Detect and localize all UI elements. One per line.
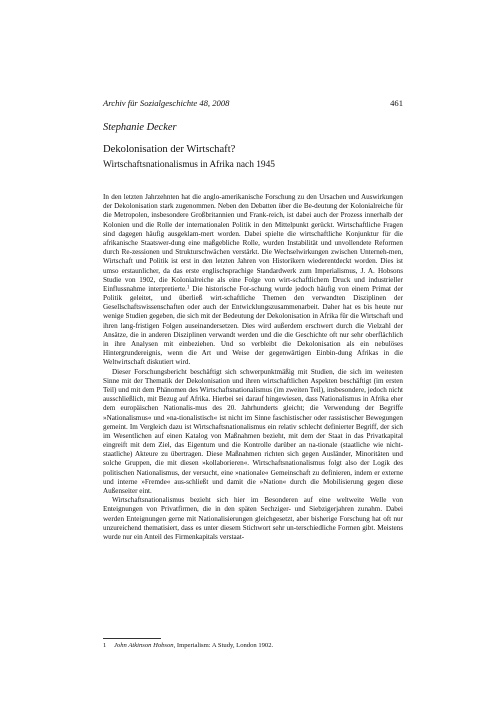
footnote-author: John Atkinson Hobson xyxy=(114,642,174,649)
text-line: sich gegen Ausländer, Minoritäten und solche Gruppen, die mit diesen »kollaborieren«. xyxy=(103,450,403,468)
text-line: Imperialismus, J. A. Hobsons Studie von 1902, die Kolonialreiche als eine Folge von wirt- xyxy=(103,266,403,284)
text-line: Dieser Forschungsbericht beschäftigt sich schwerpunktmäßig mit Studien, die sich im xyxy=(112,367,373,376)
text-line: zweiten Teil), insbesondere, jedoch nicht ausschließlich, mit Bezug auf Afrika. Hierbei xyxy=(103,385,403,404)
text-line: Dabei werden Enteignungen gerne mit Nationalisierungen gleichgesetzt, aber bisherige xyxy=(103,505,403,523)
text-line: Ansätze, die in anderen Disziplinen verwandt werden und die die Geschichte oft nur sehr xyxy=(103,330,364,339)
text-line: beschäftigt (im ersten Teil) und mit dem Phänomen des Wirtschaftsnationalismus (im xyxy=(103,376,403,394)
footnote-divider xyxy=(103,638,161,639)
footnote-1 xyxy=(103,642,403,649)
article-subtitle: Wirtschaftsnationalismus in Afrika nach 1945 xyxy=(103,160,275,170)
text-line: terschiedliche Formen gibt. Meistens wurde nur ein Anteil des Firmenkapitals verstaat- xyxy=(103,523,403,541)
text-line: weitesten Sinne mit der Thematik der Dekolonisation und ihren wirtschaftlichen Aspekten xyxy=(103,367,403,385)
text-line: reich, ist dabei auch der Prozess innerhalb der Kolonien und die Rolle der internationalen xyxy=(103,211,403,229)
text-line: schaftlichem Druck und industrieller Einflussnahme interpretierte. xyxy=(103,275,403,293)
text-line: dung eine maßgebliche Rolle, wurden Instabilität und unvollendete Reformen durch Re- xyxy=(103,238,404,257)
text-line: ein nebulöses Hintergrundereignis, wenn die Art und Weise der gegenwärtigen Einbin- xyxy=(103,340,403,358)
article-body xyxy=(103,193,403,542)
text-line: Wirtschaftsnationalismus folgt also der Logik des politischen Nationalismus, der versucht, xyxy=(103,459,403,477)
text-line: Vergleich dazu ist Wirtschaftsnationalismus ein relativ schlecht definierter Begriff, der xyxy=(139,422,390,431)
footnote-text: , Imperialism: A Study, London 1902. xyxy=(173,642,274,649)
footnote-reference[interactable]: 1 xyxy=(186,285,190,291)
text-line: oberflächlich in ihre Analysen mit einbeziehen. Und so verbleibt die Dekolonisation als xyxy=(103,330,403,348)
footnote-number: 1 xyxy=(103,642,107,649)
text-line: Auswirkungen der Dekolonisation stark zugenommen. Neben den Debatten über die Be- xyxy=(103,193,403,211)
text-line: sei darauf hingewiesen, dass Nationalismus in Afrika eher dem europäischen Nationalis- xyxy=(103,395,403,413)
text-line: schaftliche Themen den verwandten Disziplinen der Gesellschaftswissenschaften oder auch xyxy=(103,294,403,312)
text-line: Forschung hat oft nur unzureichend thematisiert, dass es unter diesem Stichwort sehr un- xyxy=(103,514,403,532)
text-line: schließt und damit die »Nation« durch die Mobilisierung gegen diese Außenseiter eint. xyxy=(103,477,403,495)
article-author: Stephanie Decker xyxy=(103,122,177,133)
running-head-journal: Archiv für Sozialgeschichte 48, 2008 xyxy=(103,98,230,108)
text-line: tionalistisch« ist nicht im Sinne faschistischer oder rassistischer Bewegungen gemeint. Im xyxy=(103,413,403,431)
text-line: schung wurde jedoch häufig von einem Primat der Politik geleitet, und überließ wirt- xyxy=(103,284,403,303)
text-line: das Privatkapital eingreift mit dem Ziel, das Eigentum und die Kontrolle darüber an na- xyxy=(103,431,403,450)
text-line: der Entwicklungszusammenarbeit. Daher hat es bis heute nur wenige Studien gegeben, xyxy=(103,303,403,321)
paragraph-2 xyxy=(103,368,403,497)
text-line: mus des 20. Jahrhunderts gleicht; die Verwendung der Begriffe »Nationalismus« und »na- xyxy=(103,404,403,422)
text-line: dung Afrikas in die Weltwirtschaft diskutiert wird. xyxy=(103,349,403,367)
text-line: men, Wirtschaft und Politik ist erst in den letzten Jahren von Historikern wiederentdeckt xyxy=(103,248,403,266)
text-line: deutung der Kolonialreiche für die Metropolen, insbesondere Großbritannien und Frank- xyxy=(103,202,403,220)
text-line: zessionen und Strukturschwächen verstärkt. Die Wechselwirkungen zwischen Unterneh- xyxy=(131,248,389,257)
paragraph-3 xyxy=(103,496,403,542)
text-line: die sich mit der Bedeutung der Dekolonisation in Afrika für die Wirtschaft und ihren lang- xyxy=(103,312,403,330)
text-line: eine »nationale« Gemeinschaft zu definieren, indem er externe und interne »Fremde« aus- xyxy=(103,468,403,486)
text-line: mert worden. Dabei spielte die wirtschaftliche Konjunktur für die afrikanische Staatswer- xyxy=(103,229,403,247)
text-line: Wirtschaftsnationalismus bezieht sich hier im Besonderen auf eine weltweite Welle von xyxy=(112,496,403,505)
text-line: sich im Wesentlichen auf einen Katalog von Maßnahmen bezieht, mit dem der Staat in xyxy=(103,422,403,440)
text-line: Enteignungen von Privatfirmen, die in den späten Sechziger- und Siebzigerjahren zunahm. xyxy=(103,505,383,514)
paragraph-1 xyxy=(103,193,403,368)
text-line: Politik in den Mittelpunkt gerückt. Wirtschaftliche Fragen sind dagegen häufig ausgeklam- xyxy=(103,220,403,238)
text-line: fristigen Folgen auseinandersetzen. Dies wird außerdem erschwert durch die Vielzahl der xyxy=(135,321,403,330)
text-line: Die historische For- xyxy=(189,284,252,293)
text-line: worden. Dies ist umso erstaunlicher, da das erste englischsprachige Standardwerk zum xyxy=(103,257,404,275)
text-line: In den letzten Jahrzehnten hat die anglo-amerikanische Forschung zu den Ursachen und xyxy=(103,193,360,201)
page-number: 461 xyxy=(390,98,403,108)
article-title: Dekolonisation der Wirtschaft? xyxy=(103,144,236,155)
text-line: tionale (staatliche wie nicht-staatliche) Akteure zu übertragen. Diese Maßnahmen richten xyxy=(103,441,403,459)
